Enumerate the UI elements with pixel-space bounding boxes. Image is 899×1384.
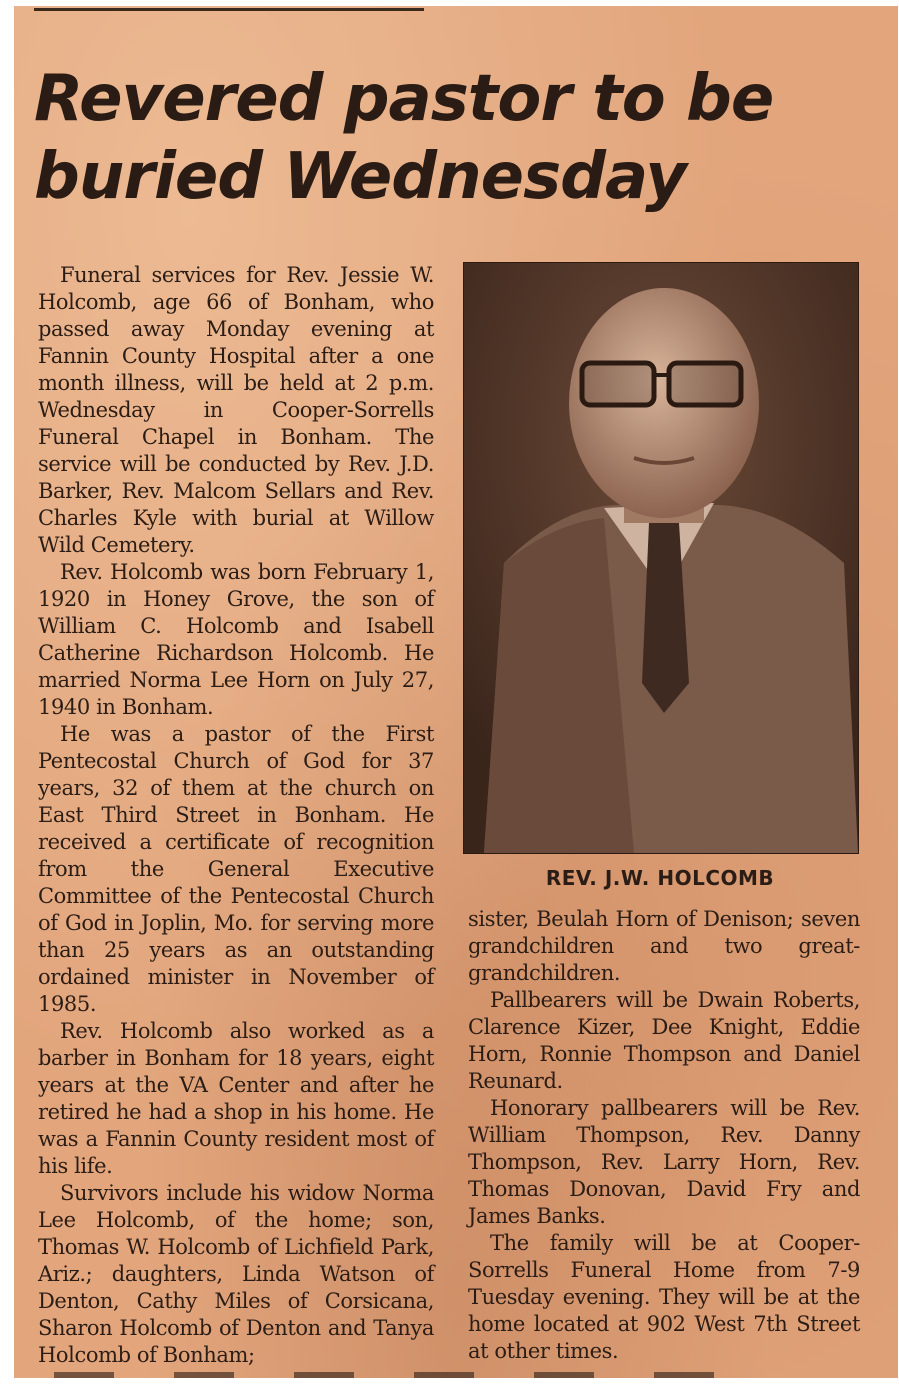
paragraph: The family will be at Cooper-Sorrells Funeral Home from 7-9 Tuesday evening. They will be at the home located at 902 West 7th Street at other times. <box>468 1231 860 1363</box>
next-headline-fragment <box>54 1372 754 1378</box>
article-column-right <box>468 906 860 1365</box>
paragraph: He was a pastor of the First Pentecostal Church of God for 37 years, 32 of them at the church on East Third Street in Bonham. He received a certificate of recognition from the General Executive Committee of the Pentecostal Church of God in Joplin, Mo. for serving more than 25 years as an outstanding ordained minister in November of 1985. <box>38 722 434 1016</box>
paragraph: Survivors include his widow Norma Lee Holcomb, of the home; son, Thomas W. Holcomb of Lichfield Park, Ariz.; daughters, Linda Watson of Denton, Cathy Miles of Corsicana, Sharon Holcomb of Denton and Tanya Holcomb of Bonham; <box>38 1181 434 1367</box>
paragraph: Honorary pallbearers will be Rev. William Thompson, Rev. Danny Thompson, Rev. Larry Horn, Rev. Thomas Donovan, David Fry and James Banks. <box>468 1096 860 1228</box>
paragraph: Funeral services for Rev. Jessie W. Holcomb, age 66 of Bonham, who passed away Monday evening at Fannin County Hospital after a one month illness, will be held at 2 p.m. Wednesday in Cooper-Sorrells Funeral Chapel in Bonham. The service will be conducted by Rev. J.D. Barker, Rev. Malcom Sellars and Rev. Charles Kyle with burial at Willow Wild Cemetery. <box>38 263 434 557</box>
article-column-left <box>38 262 434 1369</box>
photo-caption: REV. J.W. HOLCOMB <box>545 866 775 890</box>
paragraph: Pallbearers will be Dwain Roberts, Clarence Kizer, Dee Knight, Eddie Horn, Ronnie Thompson and Daniel Reunard. <box>468 988 860 1093</box>
paragraph: Rev. Holcomb was born February 1, 1920 in Honey Grove, the son of William C. Holcomb and Isabell Catherine Richardson Holcomb. He married Norma Lee Horn on July 27, 1940 in Bonham. <box>38 560 434 719</box>
portrait-photo <box>463 262 859 854</box>
paragraph: sister, Beulah Horn of Denison; seven grandchildren and two great-grandchildren. <box>468 907 860 985</box>
headline: Revered pastor to be buried Wednesday <box>34 62 774 214</box>
newspaper-clipping <box>14 6 898 1378</box>
paragraph: Rev. Holcomb also worked as a barber in Bonham for 18 years, eight years at the VA Center and after he retired he had a shop in his home. He was a Fannin County resident most of his life. <box>38 1019 434 1178</box>
column-rule <box>34 8 424 11</box>
